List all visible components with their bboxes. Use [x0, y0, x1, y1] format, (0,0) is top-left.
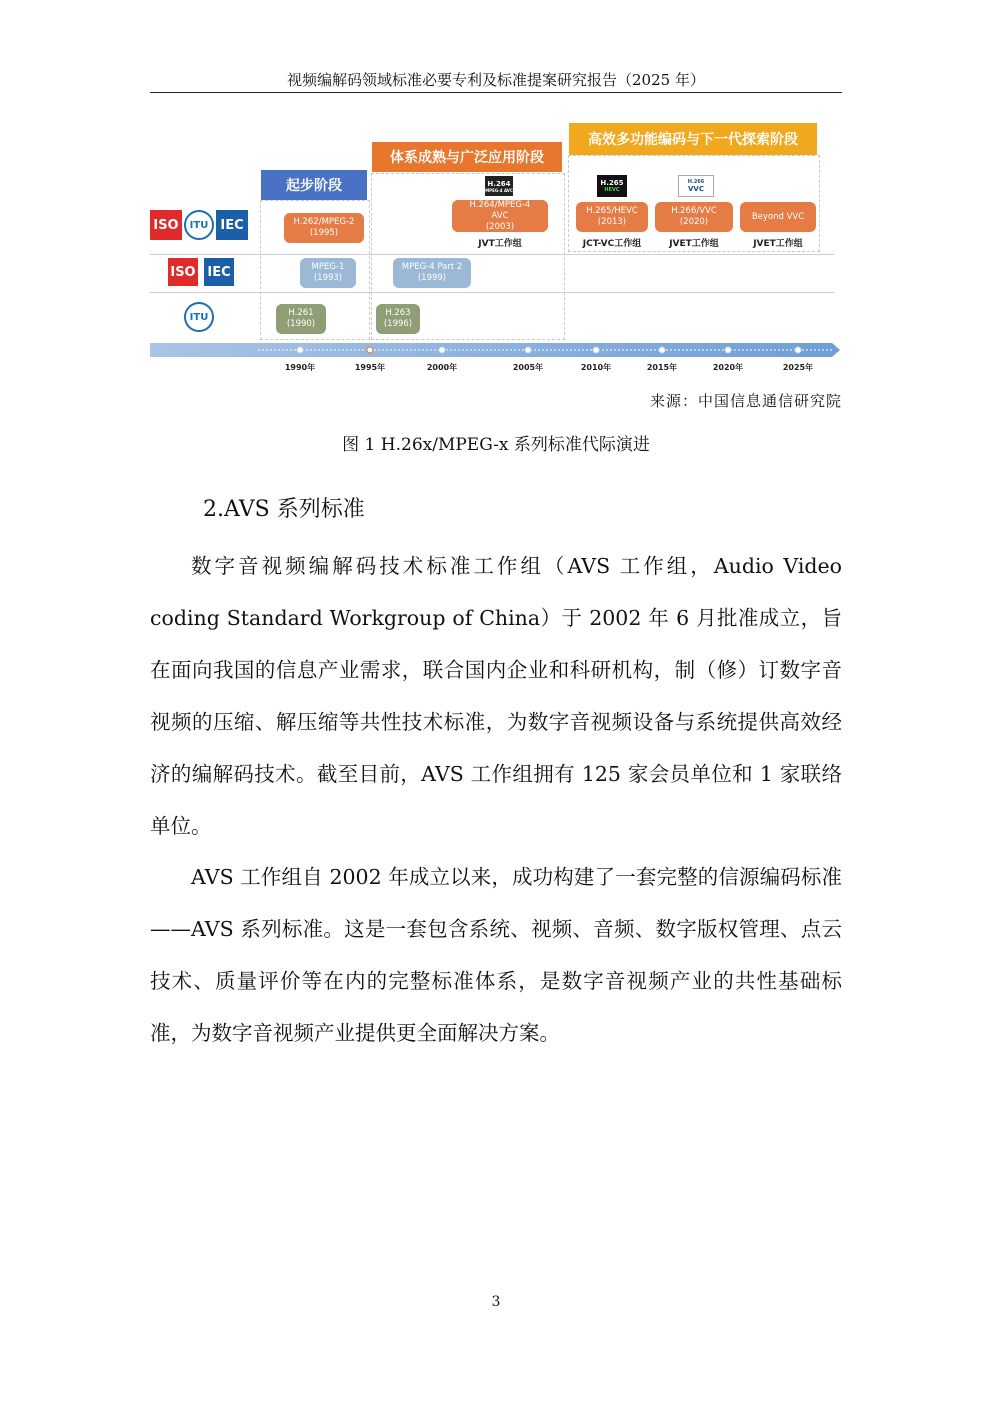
- standard-year: (2020): [679, 217, 709, 227]
- year-label: 2000年: [426, 363, 458, 372]
- stage-title-efficient: 高效多功能编码与下一代探索阶段: [569, 123, 817, 155]
- standard-name: H.261: [288, 308, 314, 318]
- standard-name: H.266/VVC: [671, 206, 717, 216]
- itu-logo: ITU: [184, 302, 214, 332]
- h266-badge: [678, 175, 714, 197]
- iso-logo: ISO: [150, 210, 182, 240]
- stage-title-start: 起步阶段: [261, 170, 367, 200]
- group-label-jvet: JVET工作组: [669, 239, 719, 249]
- year-label: 2015年: [646, 363, 678, 372]
- standard-year: (2003): [485, 221, 515, 232]
- header-rule: [150, 92, 842, 93]
- body-paragraph: 数字音视频编解码技术标准工作组（AVS 工作组，Audio Video coding Standard Workgroup of China）于 2002 年 6 月批准成立，旨在面向我国的信息产业需求，联合国内企业和科研机构，制（修）订数字音视频的压缩、解压缩等共性技术标准，为数字音视频设备与系统提供高效经济的编解码技术。截至目前，AVS 工作组拥有 125 家会员单位和 1 家联络单位。: [150, 554, 842, 838]
- figure-caption: 图 1 H.26x/MPEG-x 系列标准代际演进: [342, 435, 650, 455]
- standard-year: (2013): [597, 217, 627, 227]
- year-label: 2005年: [512, 363, 544, 372]
- group-label-jct-vc: JCT-VC工作组: [582, 239, 642, 249]
- standard-mpeg4-part2: [393, 258, 471, 288]
- figure-source: 来源：中国信息通信研究院: [649, 392, 842, 410]
- group-label-jvet: JVET工作组: [753, 239, 803, 249]
- body-paragraph: AVS 工作组自 2002 年成立以来，成功构建了一套完整的信源编码标准——AVS 系列标准。这是一套包含系统、视频、音频、数字版权管理、点云技术、质量评价等在内的完整标准体系，是数字音视频产业的共性基础标准，为数字音视频产业提供更全面解决方案。: [150, 865, 842, 1045]
- standard-year: (1993): [313, 273, 343, 283]
- h265-badge-text: H.265: [600, 179, 624, 187]
- group-label-jvt: JVT工作组: [478, 239, 522, 249]
- timeline-figure: [150, 118, 842, 380]
- h265-badge: [597, 175, 627, 197]
- standard-year: (1995): [309, 228, 339, 238]
- standard-h266: [655, 202, 733, 232]
- year-label: 1990年: [284, 363, 316, 372]
- year-label: 2010年: [580, 363, 612, 372]
- standard-name: H.262/MPEG-2: [293, 217, 355, 227]
- h264-badge: [485, 176, 513, 196]
- iec-logo: IEC: [216, 210, 248, 240]
- standard-year: (1999): [417, 273, 447, 283]
- standard-name: AVC: [491, 210, 509, 221]
- standard-name: Beyond VVC: [751, 211, 805, 222]
- iec-logo: IEC: [204, 258, 234, 286]
- stage-title-mature: 体系成熟与广泛应用阶段: [372, 142, 562, 172]
- standard-h263: [376, 304, 420, 334]
- standard-beyond-vvc: [740, 202, 816, 232]
- h266-badge-text: H.266: [687, 179, 705, 185]
- iso-logo: ISO: [168, 258, 198, 286]
- standard-name: H.264/MPEG-4: [469, 199, 531, 210]
- h264-badge-sub: MPEG-4 AVC: [485, 187, 513, 193]
- standard-year: (1996): [383, 319, 413, 329]
- h265-badge-sub: HEVC: [604, 187, 620, 193]
- running-header: 视频编解码领域标准必要专利及标准提案研究报告（2025 年）: [287, 71, 705, 89]
- page-number: 3: [491, 1294, 501, 1310]
- standard-h262: [284, 213, 364, 243]
- section-title: 2.AVS 系列标准: [203, 497, 365, 522]
- year-label: 2020年: [712, 363, 744, 372]
- timeline-arrow: [150, 340, 842, 360]
- standard-h261: [276, 304, 326, 334]
- year-label: 1995年: [354, 363, 386, 372]
- standard-mpeg1: [300, 258, 356, 288]
- standard-name: H.263: [385, 308, 411, 318]
- standard-year: (1990): [286, 319, 316, 329]
- standard-name: H.265/HEVC: [586, 206, 638, 216]
- h266-badge-sub: VVC: [688, 185, 704, 193]
- itu-logo: ITU: [184, 210, 214, 240]
- standard-name: MPEG-4 Part 2: [401, 262, 463, 272]
- standard-h264: [452, 200, 548, 232]
- year-label: 2025年: [782, 363, 814, 372]
- standard-h265: [576, 202, 648, 232]
- h264-badge-text: H.264: [487, 179, 511, 188]
- standard-name: MPEG-1: [311, 262, 345, 272]
